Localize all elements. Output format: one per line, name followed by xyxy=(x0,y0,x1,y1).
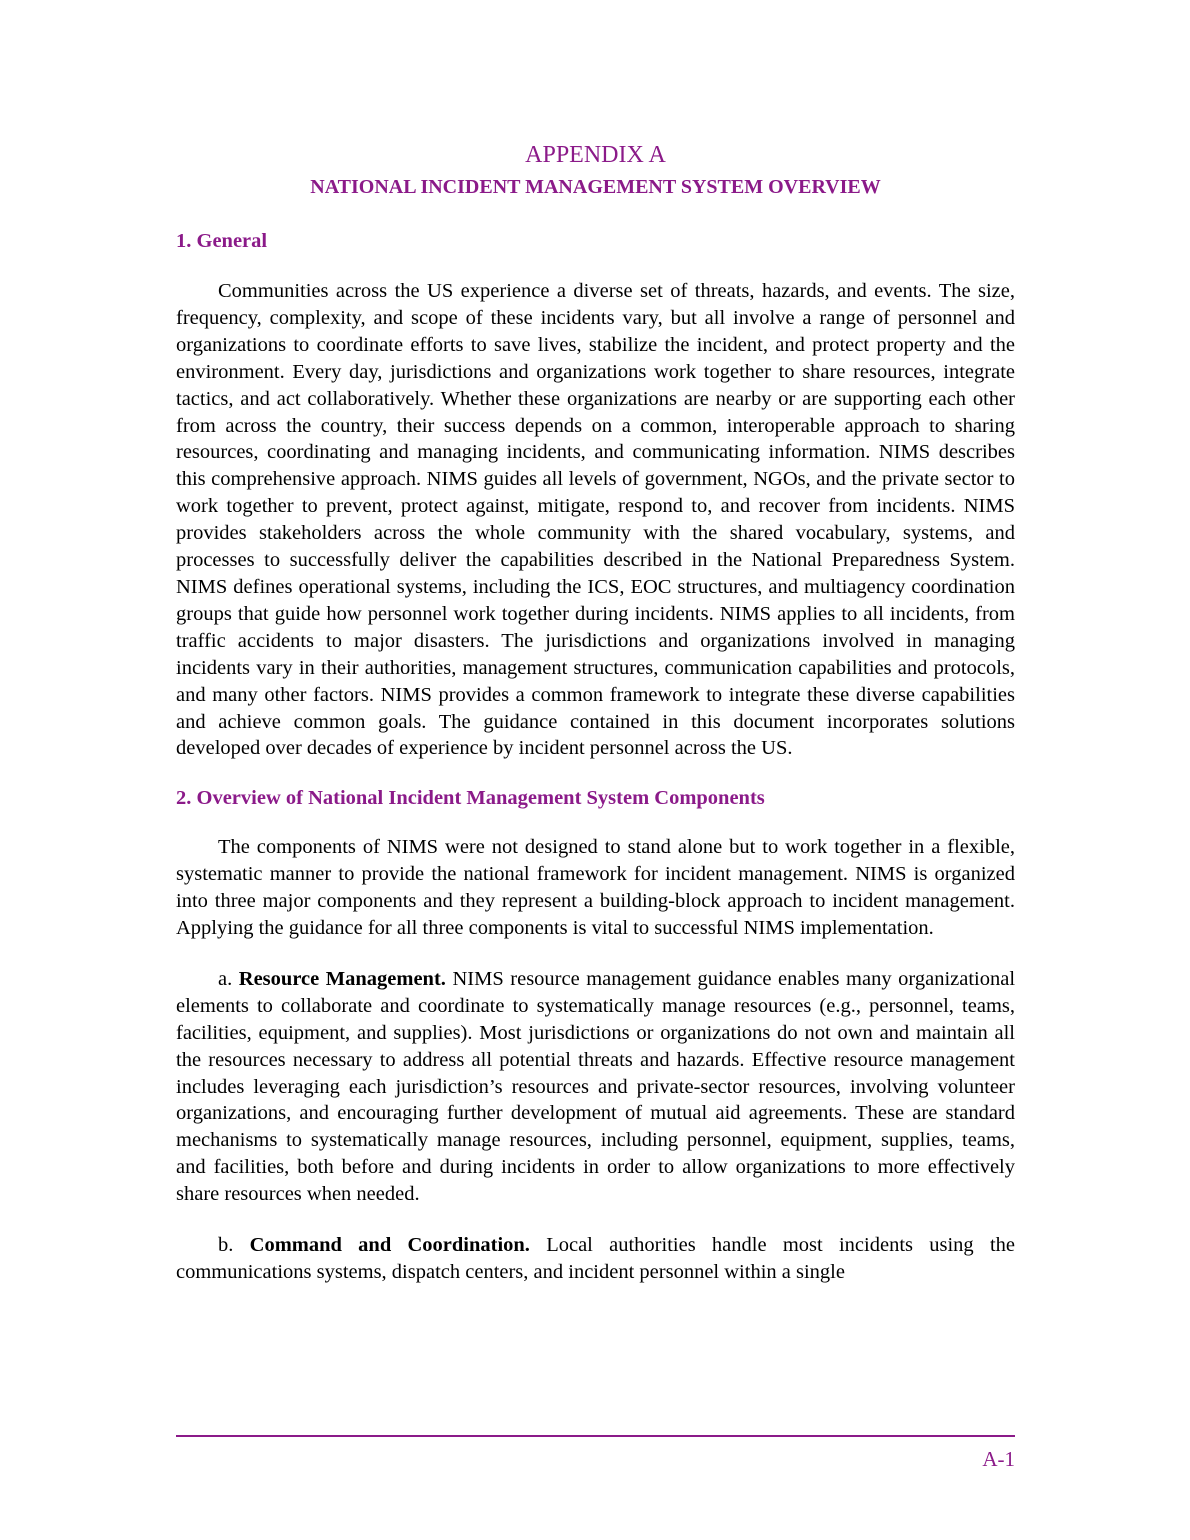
subsection-text: Local authorities handle most incidents using the communications systems, dispatch centers, and incident personnel within a single xyxy=(176,1234,1015,1283)
subsection-resource-management xyxy=(176,966,1015,1208)
subsection-prefix: a. xyxy=(218,967,233,990)
body-paragraph: Communities across the US experience a diverse set of threats, hazards, and events. The size, frequency, complexity, and scope of these incidents vary, but all involve a range of personnel and organizations to coordinate efforts to save lives, stabilize the incident, and protect property and the environment. Every day, jurisdictions and organizations work together to share resources, integrate tactics, and act collaboratively. Whether these organizations are nearby or are supporting each other from across the country, their success depends on a common, interoperable approach to sharing resources, coordinating and managing incidents, and communicating information. NIMS describes this comprehensive approach. NIMS guides all levels of government, NGOs, and the private sector to work together to prevent, protect against, mitigate, respond to, and recover from incidents. NIMS provides stakeholders across the whole community with the shared vocabulary, systems, and processes to successfully deliver the capabilities described in the National Preparedness System. NIMS defines operational systems, including the ICS, EOC structures, and multiagency coordination groups that guide how personnel work together during incidents. NIMS applies to all incidents, from traffic accidents to major disasters. The jurisdictions and organizations involved in managing incidents vary in their authorities, management structures, communication capabilities and protocols, and many other factors. NIMS provides a common framework to integrate these diverse capabilities and achieve common goals. The guidance contained in this document incorporates solutions developed over decades of experience by incident personnel across the US. xyxy=(176,280,1015,760)
document-page xyxy=(176,140,1015,1286)
subsection-lead: Resource Management. xyxy=(238,967,446,990)
appendix-label: APPENDIX A xyxy=(525,142,666,168)
section-heading: 1. General xyxy=(176,230,268,252)
section-heading: 2. Overview of National Incident Management System Components xyxy=(176,787,765,810)
subsection-prefix: b. xyxy=(218,1234,234,1257)
section-components-overview xyxy=(176,785,1015,1286)
subsection-command-coordination xyxy=(176,1232,1015,1286)
subsection-text: NIMS resource management guidance enables many organizational elements to collaborate and coordinate to systematically manage resources (e.g., personnel, teams, facilities, equipment, and supplies). Most jurisdictions or organizations do not own and maintain all the resources necessary to address all potential threats and hazards. Effective resource management includes leveraging each jurisdiction’s resources and private-sector resources, involving volunteer organizations, and encouraging further development of mutual aid agreements. These are standard mechanisms to systematically manage resources, including personnel, equipment, supplies, teams, and facilities, both before and during incidents in order to allow organizations to more effectively share resources when needed. xyxy=(176,967,1016,1206)
section-general xyxy=(176,228,1015,762)
footer-divider xyxy=(176,1435,1015,1437)
page-number: A-1 xyxy=(982,1447,1015,1471)
subsection-lead: Command and Coordination. xyxy=(249,1234,530,1257)
appendix-title: NATIONAL INCIDENT MANAGEMENT SYSTEM OVERVIEW xyxy=(310,176,881,198)
body-paragraph: The components of NIMS were not designed to stand alone but to work together in a flexible, systematic manner to provide the national framework for incident management. NIMS is organized into three major components and they represent a building-block approach to incident management. Applying the guidance for all three components is vital to successful NIMS implementation. xyxy=(176,836,1015,940)
